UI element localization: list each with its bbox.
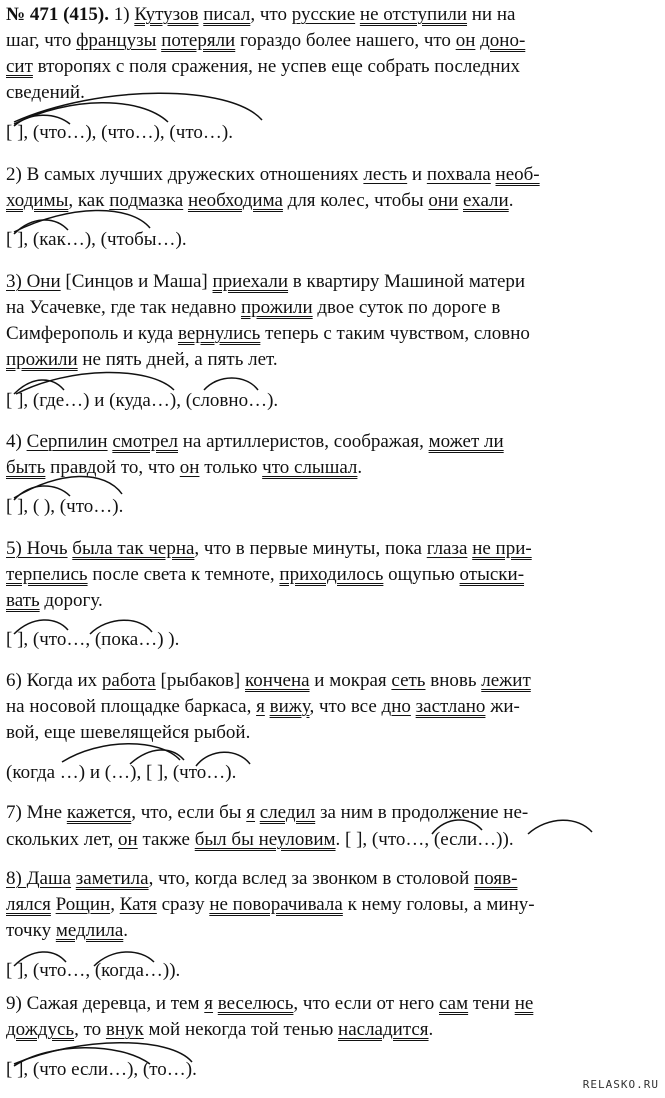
text-run: ходимы — [6, 190, 69, 211]
text-run: застлано — [415, 696, 486, 717]
text-run: . — [508, 190, 514, 211]
text-run: французы — [76, 30, 157, 51]
text-run: мой некогда той тенью — [143, 1019, 339, 1040]
text-run: [Синцов и Маша] — [60, 271, 213, 292]
text-run: сит — [6, 56, 33, 77]
text-run: насладится — [338, 1019, 429, 1040]
arrow-s5-2 — [90, 620, 152, 634]
text-run: похвала — [426, 164, 491, 185]
text-run: вать — [6, 590, 40, 611]
text-run: может ли — [428, 431, 504, 452]
text-run: заметила — [75, 868, 149, 889]
text-run: второпях с поля сражения, не успев еще собрать последних — [32, 56, 521, 77]
text-run: ни на — [467, 4, 516, 25]
text-run: кажется — [66, 802, 132, 823]
text-run: работа — [101, 670, 156, 691]
text-run: сеть — [391, 670, 426, 691]
text-run: 7) Мне — [6, 802, 67, 823]
text-run: жи- — [485, 696, 520, 717]
text-run: прожили — [241, 297, 313, 318]
text-run: двое суток по дороге в — [312, 297, 501, 318]
text-run: и — [407, 164, 427, 185]
text-run: глаза — [426, 538, 468, 559]
text-run: необ- — [495, 164, 540, 185]
text-run: смотрел — [112, 431, 178, 452]
text-run: не пять дней, а пять лет. — [77, 349, 278, 370]
text-run: кончена — [245, 670, 310, 691]
text-run: лежит — [481, 670, 531, 691]
text-run: прожили — [6, 349, 78, 370]
text-run: дно — [381, 696, 411, 717]
text-run: [рыбаков] — [155, 670, 246, 691]
watermark: RELASKO.RU — [582, 1078, 659, 1091]
text-run: я — [246, 802, 256, 823]
text-run: лялся — [6, 894, 51, 915]
text-run: ощупью — [383, 564, 460, 585]
text-run: был бы неуловим — [194, 829, 336, 850]
s6-line3: вой, еще шевелящейся рыбой. — [6, 722, 251, 743]
arrow-s8-2 — [94, 952, 154, 966]
text-run: также — [137, 829, 195, 850]
text-run: 8) Даша — [6, 868, 72, 889]
text-run: следил — [259, 802, 316, 823]
text-run: только — [199, 457, 263, 478]
text-run: на носовой площадке баркаса, — [6, 696, 257, 717]
text-run: доно- — [480, 30, 526, 51]
text-run: отыски- — [459, 564, 525, 585]
text-run: приходилось — [279, 564, 384, 585]
text-run: , что — [250, 4, 292, 25]
text-run: гораздо более нашего, что — [235, 30, 456, 51]
text-run: дождусь — [6, 1019, 75, 1040]
text-run: , что если от него — [293, 993, 439, 1014]
text-run: вижу — [269, 696, 310, 717]
s1-scheme: [ ], (что…), (что…), (что…). — [6, 122, 233, 143]
text-run: медлила — [55, 920, 124, 941]
text-run: , что в первые минуты, пока — [194, 538, 427, 559]
s2-scheme: [ ], (как…), (чтобы…). — [6, 229, 187, 250]
text-run: веселюсь — [217, 993, 294, 1014]
text-run: . — [123, 920, 129, 941]
text-run: что слышал — [262, 457, 358, 478]
s9-scheme: [ ], (что если…), (то…). — [6, 1059, 197, 1080]
arrow-s3-3 — [204, 378, 258, 390]
text-run: 1) — [113, 4, 135, 25]
subject: русские — [291, 4, 356, 25]
text-run: необходима — [187, 190, 283, 211]
text-run: быть — [6, 457, 46, 478]
arrow-s2-1 — [14, 220, 68, 234]
text-run: к нему головы, а мину- — [342, 894, 535, 915]
text-run: шаг, что — [6, 30, 77, 51]
text-run: он — [118, 829, 138, 850]
text-run: потеряли — [161, 30, 236, 51]
text-run: . — [357, 457, 363, 478]
text-run: Серпилин — [26, 431, 108, 452]
arrow-s8-1 — [14, 952, 66, 966]
text-run: я — [204, 993, 214, 1014]
s5-scheme: [ ], (что…, (пока…) ). — [6, 629, 180, 650]
text-run: не при- — [472, 538, 532, 559]
arrow-s7-2 — [528, 820, 592, 834]
text-run: сам — [439, 993, 469, 1014]
s3-scheme: [ ], (где…) и (куда…), (словно…). — [6, 390, 279, 411]
text-run: 9) Сажая деревца, и тем — [6, 993, 205, 1014]
predicate: писал — [203, 4, 251, 25]
text-run: была так черна — [72, 538, 195, 559]
arrow-s3-2 — [16, 372, 174, 394]
text-run: , что все — [309, 696, 382, 717]
text-run: ехали — [463, 190, 509, 211]
text-run: Рощин — [55, 894, 111, 915]
exercise-number: № 471 (415). — [6, 4, 109, 25]
text-run: он — [455, 30, 476, 51]
arrow-s6-3 — [196, 752, 250, 766]
text-run: Катя — [119, 894, 157, 915]
text-run: Симферополь и куда — [6, 323, 178, 344]
text-run: вернулись — [177, 323, 261, 344]
text-run: после света к темноте, — [87, 564, 280, 585]
text-run: не — [514, 993, 534, 1014]
text-run: терпелись — [6, 564, 88, 585]
arrow-s7-1 — [432, 820, 482, 834]
text-run: 3) Они — [6, 271, 61, 292]
text-run: 5) Ночь — [6, 538, 68, 559]
text-run: . — [335, 829, 346, 850]
text-run: вновь — [425, 670, 482, 691]
text-run: , то — [74, 1019, 106, 1040]
text-run: . — [428, 1019, 434, 1040]
text-run: , что, если бы — [131, 802, 247, 823]
text-run: приехали — [212, 271, 289, 292]
text-run: теперь с таким чувством, словно — [260, 323, 530, 344]
text-run: точку — [6, 920, 56, 941]
text-run: подмазка — [109, 190, 184, 211]
text-run: он — [179, 457, 200, 478]
s4-scheme: [ ], ( ), (что…). — [6, 496, 124, 517]
arrow-s6-1 — [62, 744, 180, 762]
text-run: появ- — [474, 868, 518, 889]
text-run: они — [428, 190, 459, 211]
text-run: внук — [105, 1019, 144, 1040]
text-run: 4) — [6, 431, 27, 452]
subject: Кутузов — [134, 4, 199, 25]
text-run: правдой то, что — [45, 457, 180, 478]
text-run: в квартиру Машиной матери — [288, 271, 526, 292]
text-run: сразу — [156, 894, 210, 915]
s1-line4: сведений. — [6, 82, 85, 103]
text-run: для колес, чтобы — [282, 190, 429, 211]
s6-scheme: (когда …) и (…), [ ], (что…). — [6, 762, 237, 783]
text-run: , что, когда вслед за звонком в столовой — [148, 868, 475, 889]
s8-scheme: [ ], (что…, (когда…)). — [6, 960, 181, 981]
arrow-s5-1 — [14, 620, 68, 634]
text-run: и мокрая — [309, 670, 392, 691]
text-run: за ним в продолжение не- — [315, 802, 529, 823]
text-run: , — [110, 894, 120, 915]
text-run: дорогу. — [39, 590, 103, 611]
s7-scheme: [ ], (что…, (если…)). — [345, 829, 514, 850]
text-run: на Усачевке, где так недавно — [6, 297, 241, 318]
text-run: я — [256, 696, 265, 717]
text-run: скольких лет, — [6, 829, 119, 850]
predicate: не отступили — [359, 4, 468, 25]
text-run: лесть — [363, 164, 408, 185]
text-run: , как — [68, 190, 110, 211]
text-run: на артиллеристов, соображая, — [177, 431, 429, 452]
text-run: 2) В самых лучших дружеских отношениях — [6, 164, 364, 185]
text-run: 6) Когда их — [6, 670, 102, 691]
text-run: тени — [468, 993, 515, 1014]
text-run: не поворачивала — [209, 894, 343, 915]
